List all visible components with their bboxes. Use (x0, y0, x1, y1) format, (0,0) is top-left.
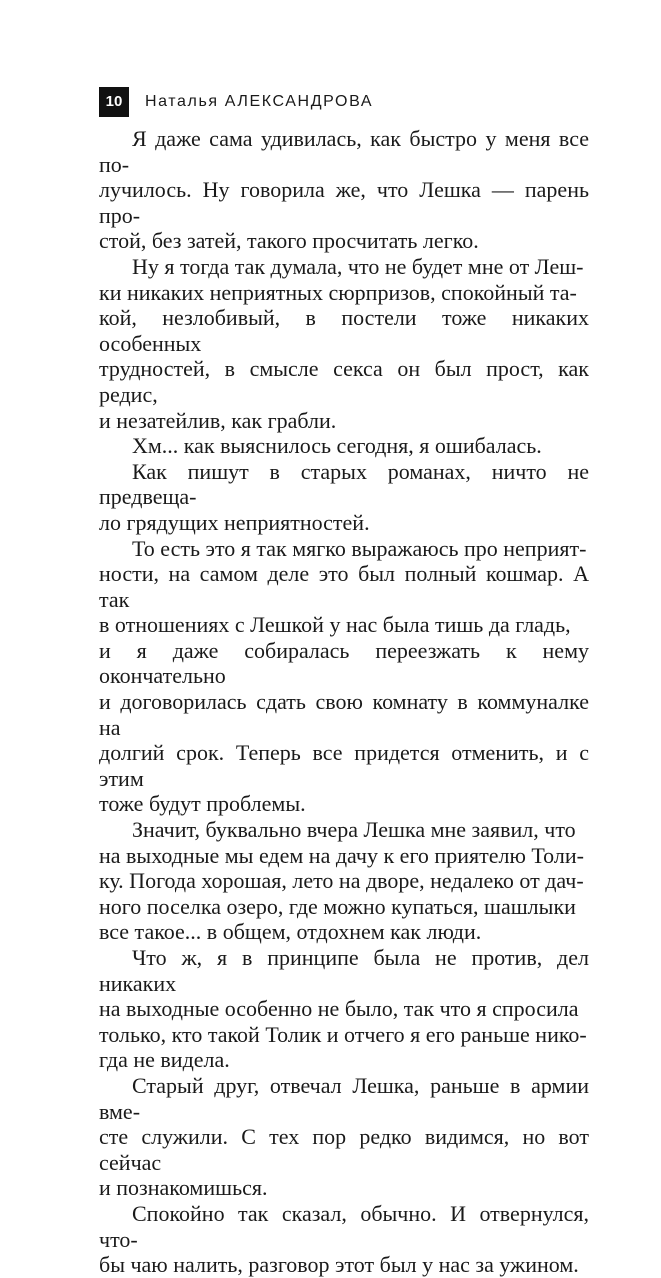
running-head-author: Наталья АЛЕКСАНДРОВА (145, 93, 374, 110)
paragraph: Спокойно так сказал, обычно. И отвернулся, что- бы чаю налить, разговор этот был у нас за ужином. (99, 1200, 589, 1278)
paragraph: Старый друг, отвечал Лешка, раньше в армии вме- сте служили. С тех пор редко видимся, но вот сейчас и познакомишься. (99, 1072, 589, 1201)
paragraph: Ну я тогда так думала, что не будет мне от Леш- ки никаких неприятных сюрпризов, спокойный та- кой, незлобивый, в постели тоже никаких особенных трудностей, в смысле секса он был прост, как редис, и незатейлив, как грабли. (99, 253, 589, 433)
paragraph: Я даже сама удивилась, как быстро у меня все по- лучилось. Ну говорила же, что Лешка — парень про- стой, без затей, такого просчитать легко. (99, 126, 589, 254)
paragraph: Как пишут в старых романах, ничто не предвеща- ло грядущих неприятностей. (99, 458, 589, 535)
body-text (99, 126, 589, 1278)
paragraph: Хм... как выяснилось сегодня, я ошибалась. (132, 433, 542, 459)
paragraph: Значит, буквально вчера Лешка мне заявил, что на выходные мы едем на дачу к его приятелю Толи- ку. Погода хорошая, лето на дворе, недалеко от дач- ного поселка озеро, где можно купаться, шашлыки все такое... в общем, отдохнем как люди. (99, 817, 584, 945)
page-number: 10 (99, 87, 129, 117)
page-header (99, 87, 373, 117)
paragraph: Что ж, я в принципе была не против, дел никаких на выходные особенно не было, так что я спросила только, кто такой Толик и отчего я его раньше нико- гда не видела. (99, 945, 589, 1073)
paragraph: То есть это я так мягко выражаюсь про неприят- ности, на самом деле это был полный кошмар. А так в отношениях с Лешкой у нас была тишь да гладь, и я даже собиралась переезжать к нему окончательно и договорилась сдать свою комнату в коммуналке на долгий срок. Теперь все придется отменить, и с этим тоже будут проблемы. (99, 535, 589, 817)
